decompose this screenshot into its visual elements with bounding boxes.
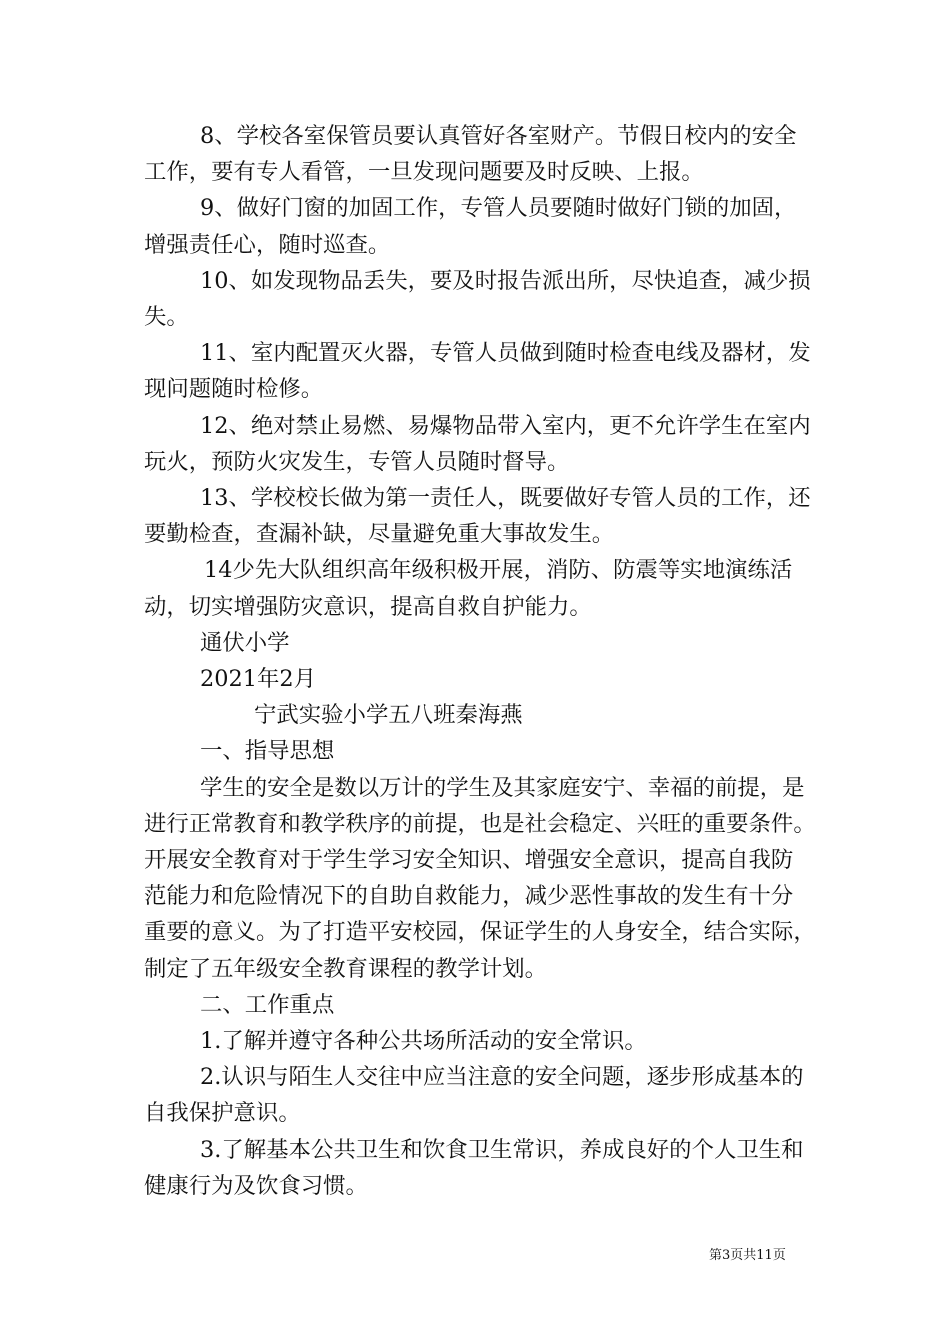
text-line: 玩火，预防火灾发生，专管人员随时督导。: [144, 448, 570, 475]
text-line: 学生的安全是数以万计的学生及其家庭安宁、幸福的前提，是: [200, 774, 805, 801]
text-line: 失。: [144, 304, 189, 331]
text-line: 13、学校校长做为第一责任人，既要做好专管人员的工作，还: [200, 485, 811, 512]
text-line: 要勤检查，查漏补缺，尽量避免重大事故发生。: [144, 521, 615, 548]
text-line: 增强责任心，随时巡查。: [144, 231, 391, 258]
text-line: 健康行为及饮食习惯。: [144, 1172, 368, 1199]
text-line: 通伏小学: [200, 629, 290, 656]
text-line: 工作，要有专人看管，一旦发现问题要及时反映、上报。: [144, 159, 704, 186]
text-line: 12、绝对禁止易燃、易爆物品带入室内，更不允许学生在室内: [200, 412, 811, 439]
text-line: 开展安全教育对于学生学习安全知识、增强安全意识，提高自我防: [144, 847, 794, 874]
text-line: 宁武实验小学五八班秦海燕: [254, 702, 523, 729]
text-line: 2021年2月: [200, 666, 317, 693]
text-line: 10、如发现物品丢失，要及时报告派出所，尽快追查，减少损: [200, 267, 811, 294]
text-line: 重要的意义。为了打造平安校园，保证学生的人身安全，结合实际，: [144, 919, 816, 946]
page-number: 第3页共11页: [709, 1248, 786, 1263]
text-line: 范能力和危险情况下的自助自救能力，减少恶性事故的发生有十分: [144, 883, 794, 910]
text-line: 3.了解基本公共卫生和饮食卫生常识，养成良好的个人卫生和: [200, 1136, 804, 1163]
text-line: 进行正常教育和教学秩序的前提，也是社会稳定、兴旺的重要条件。: [144, 810, 816, 837]
text-line: 2.认识与陌生人交往中应当注意的安全问题，逐步形成基本的: [200, 1064, 804, 1091]
text-line: 自我保护意识。: [144, 1100, 301, 1127]
text-line: 9、做好门窗的加固工作，专管人员要随时做好门锁的加固，: [200, 195, 797, 222]
text-line: 动，切实增强防灾意识，提高自救自护能力。: [144, 593, 592, 620]
text-line: 一、指导思想: [200, 738, 335, 765]
text-line: 14少先大队组织高年级积极开展，消防、防震等实地演练活: [204, 557, 793, 584]
text-line: 二、工作重点: [200, 991, 335, 1018]
document-body: [144, 118, 816, 1204]
text-line: 制定了五年级安全教育课程的教学计划。: [144, 955, 548, 982]
text-line: 现问题随时检修。: [144, 376, 324, 403]
text-line: 11、室内配置灭火器，专管人员做到随时检查电线及器材，发: [200, 340, 811, 367]
text-line: 1.了解并遵守各种公共场所活动的安全常识。: [200, 1028, 647, 1055]
text-line: 8、学校各室保管员要认真管好各室财产。节假日校内的安全: [200, 123, 797, 149]
